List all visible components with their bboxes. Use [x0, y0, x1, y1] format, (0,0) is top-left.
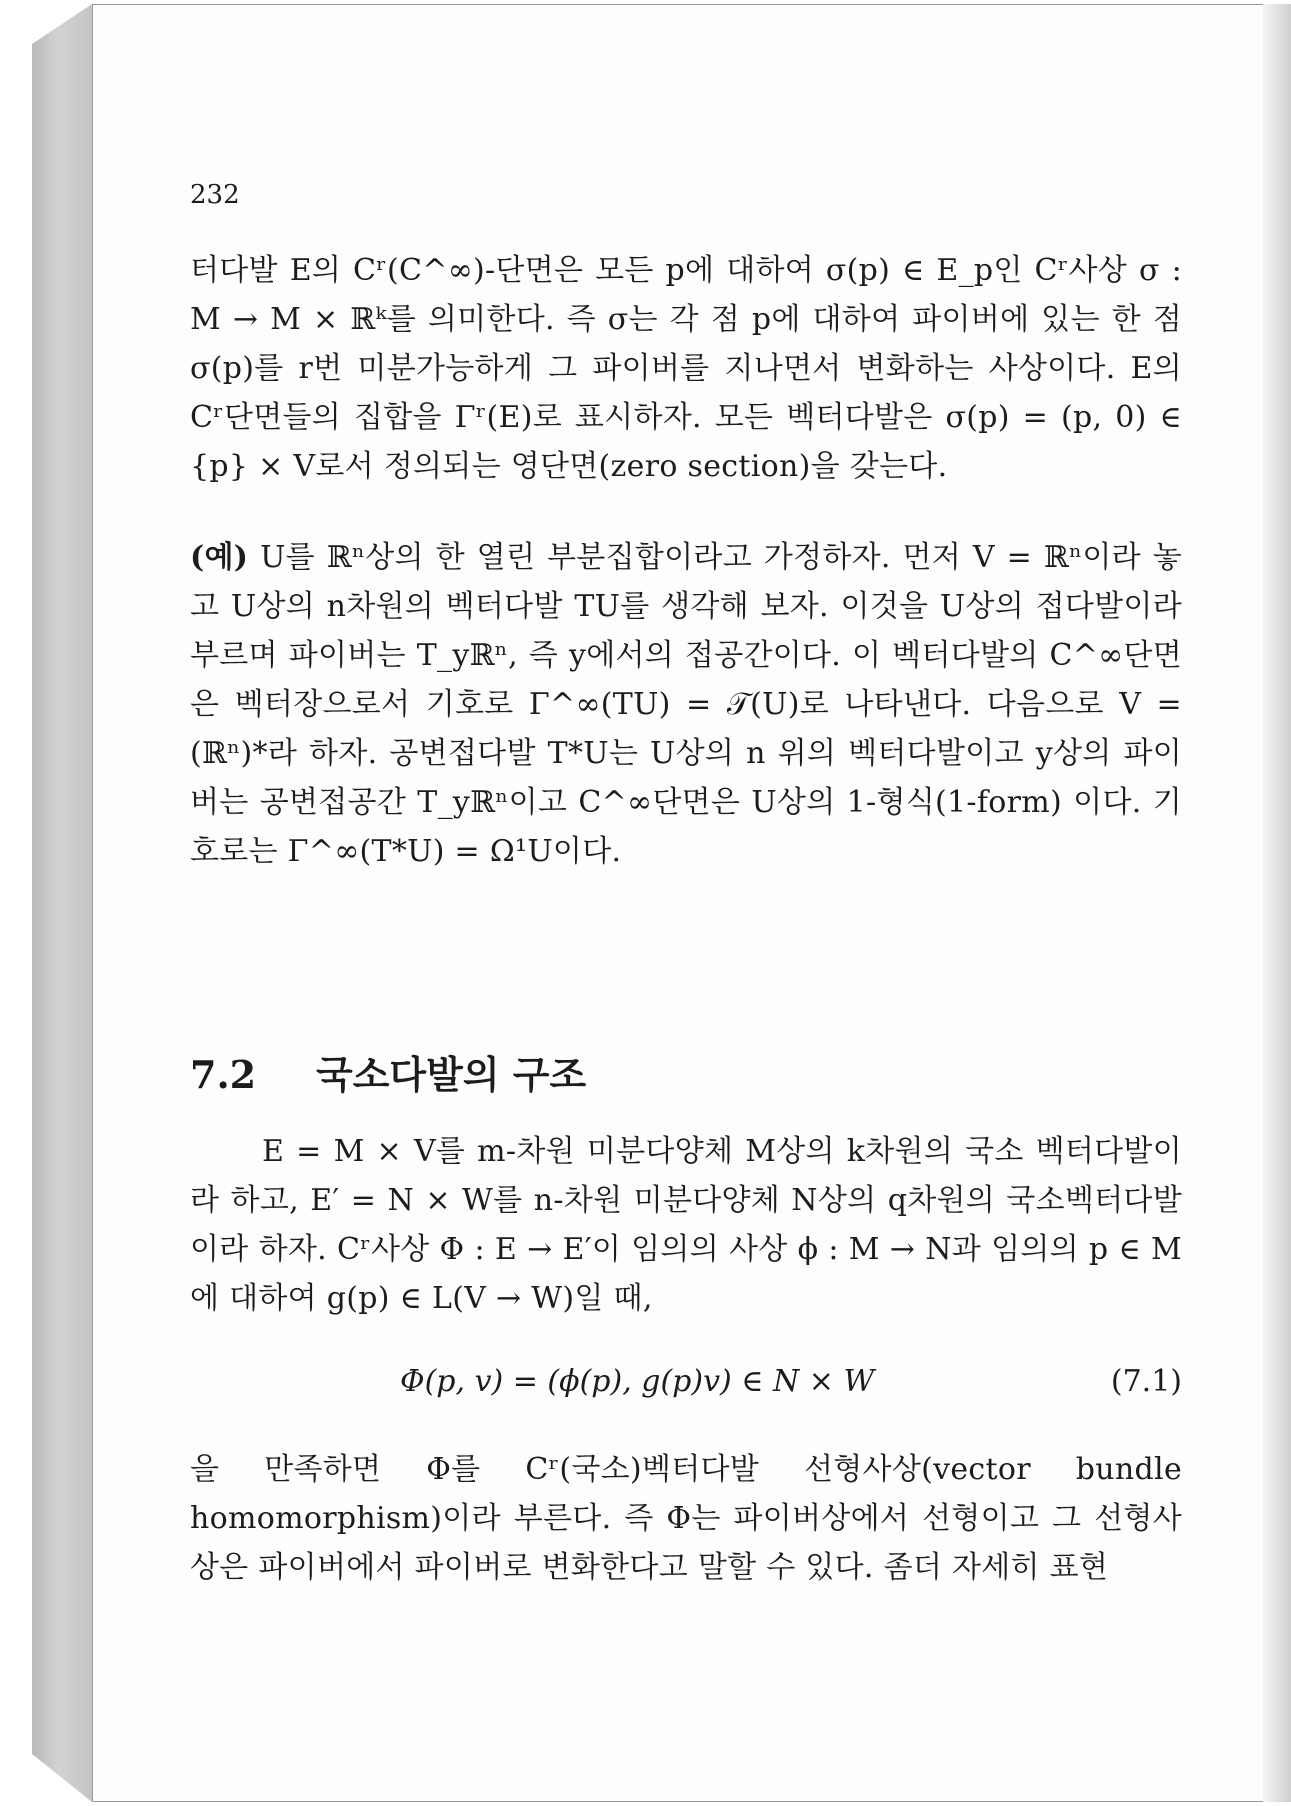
page-edge — [1263, 4, 1291, 1802]
section-number: 7.2 — [190, 1052, 257, 1097]
equation-7-1 — [190, 1357, 1182, 1407]
example-paragraph — [190, 533, 1182, 876]
book-spine — [32, 4, 92, 1802]
paragraph-local-bundle: E = M × V를 m-차원 미분다양체 M상의 k차원의 국소 벡터다발이라 하고, E′ = N × W를 n-차원 미분다양체 N상의 q차원의 국소벡터다발이라 하자. Cʳ사상 Φ : E → E′이 임의의 사상 ϕ : M → N과 임의의 p ∈ M에 대하여 g(p) ∈ L(V → W)일 때, — [190, 1134, 1182, 1316]
equation-body: Φ(p, v) = (ϕ(p), g(p)v) ∈ N × W — [400, 1364, 875, 1399]
paragraph-homomorphism: 을 만족하면 Φ를 Cʳ(국소)벡터다발 선형사상(vector bundle homomorphism)이라 부른다. 즉 Φ는 파이버상에서 선형이고 그 선형사상은 파이버에서 파이버로 변화한다고 말할 수 있다. 좀더 자세히 표현 — [190, 1452, 1182, 1585]
page-number: 232 — [190, 180, 240, 210]
paragraph-sections-definition: 터다발 E의 Cʳ(C^∞)-단면은 모든 p에 대하여 σ(p) ∈ E_p인 Cʳ사상 σ : M → M × ℝᵏ를 의미한다. 즉 σ는 각 점 p에 대하여 파이버에 있는 한 점 σ(p)를 r번 미분가능하게 그 파이버를 지나면서 변화하는 사상이다. E의 Cʳ단면들의 집합을 Γʳ(E)로 표시하자. 모든 벡터다발은 σ(p) = (p, 0) ∈ {p} × V로서 정의되는 영단면(zero section)을 갖는다. — [190, 253, 1182, 484]
example-label: (예) — [190, 540, 249, 575]
equation-number: (7.1) — [1110, 1364, 1182, 1399]
section-title: 국소다발의 구조 — [316, 1052, 587, 1097]
example-text: U를 ℝⁿ상의 한 열린 부분집합이라고 가정하자. 먼저 V = ℝⁿ이라 놓고 U상의 n차원의 벡터다발 TU를 생각해 보자. 이것을 U상의 접다발이라 부르며 파이버는 T_yℝⁿ, 즉 y에서의 접공간이다. 이 벡터다발의 C^∞단면은 벡터장으로서 기호로 Γ^∞(TU) = 𝒯(U)로 나타낸다. 다음으로 V = (ℝⁿ)*라 하자. 공변접다발 T*U는 U상의 n 위의 벡터다발이고 y상의 파이버는 공변접공간 T_yℝⁿ이고 C^∞단면은 U상의 1-형식(1-form) 이다. 기호로는 Γ^∞(T*U) = Ω¹U이다. — [190, 540, 1182, 869]
page-content — [190, 180, 1182, 1592]
section-heading — [190, 1044, 1182, 1099]
